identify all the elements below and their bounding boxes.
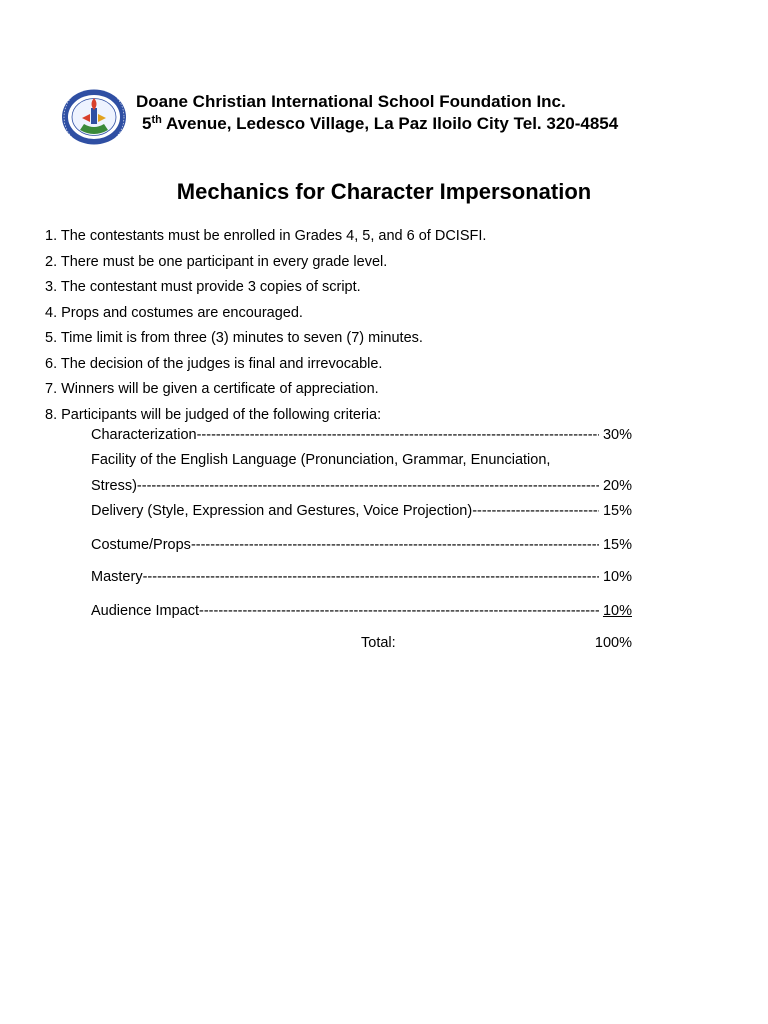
letterhead <box>60 86 700 148</box>
address-rest: Avenue, Ledesco Village, La Paz Iloilo City Tel. 320-4854 <box>161 114 619 133</box>
page-title: Mechanics for Character Impersonation <box>176 179 592 204</box>
criterion-percent: 20% <box>602 478 632 494</box>
dot-leader <box>472 503 599 519</box>
criterion-row <box>91 603 632 635</box>
dot-leader <box>199 603 599 619</box>
rule-item: 3. The contestant must provide 3 copies of script. <box>45 279 361 295</box>
school-name: Doane Christian International School Foundation Inc. <box>136 92 566 111</box>
criterion-name: Delivery (Style, Expression and Gestures, Voice Projection) <box>91 503 473 519</box>
rule-item: 7. Winners will be given a certificate of appreciation. <box>45 381 379 397</box>
criterion-name: Characterization <box>91 427 197 443</box>
criterion-percent: 10% <box>602 603 632 619</box>
dot-leader <box>191 537 599 553</box>
criterion-name: Costume/Props <box>91 537 191 553</box>
school-address <box>142 114 618 134</box>
rule-item: 4. Props and costumes are encouraged. <box>45 304 303 321</box>
criterion-percent: 30% <box>602 427 632 443</box>
criterion-percent: 15% <box>602 503 632 519</box>
rule-item: 2. There must be one participant in every grade level. <box>45 253 388 270</box>
rule-item: 6. The decision of the judges is final and irrevocable. <box>45 355 383 372</box>
criterion-row <box>91 427 632 452</box>
criterion-name: Stress) <box>91 478 137 494</box>
total-label: Total: <box>361 635 396 651</box>
criterion-row <box>91 537 632 569</box>
criteria-list <box>91 427 632 657</box>
dot-leader <box>143 569 599 585</box>
criterion-row <box>91 569 632 603</box>
rule-item: 1. The contestants must be enrolled in Grades 4, 5, and 6 of DCISFI. <box>45 228 487 244</box>
criterion-percent: 15% <box>602 537 632 553</box>
rule-item: 8. Participants will be judged of the following criteria: <box>45 406 382 423</box>
school-seal-icon <box>60 88 128 146</box>
address-ordinal: th <box>151 114 162 126</box>
total-row <box>91 635 632 657</box>
dot-leader <box>137 478 599 494</box>
criterion-name-line: Facility of the English Language (Pronunciation, Grammar, Enunciation, <box>91 452 551 468</box>
rule-item: 5. Time limit is from three (3) minutes to seven (7) minutes. <box>45 330 423 346</box>
criterion-percent: 10% <box>602 569 632 585</box>
total-value: 100% <box>594 635 632 651</box>
criterion-name: Audience Impact <box>91 603 200 619</box>
address-number: 5 <box>142 114 152 133</box>
dot-leader <box>197 427 599 443</box>
criterion-row <box>91 478 632 503</box>
criterion-name: Mastery <box>91 569 143 585</box>
rules-list <box>45 224 486 428</box>
criterion-row <box>91 503 632 537</box>
